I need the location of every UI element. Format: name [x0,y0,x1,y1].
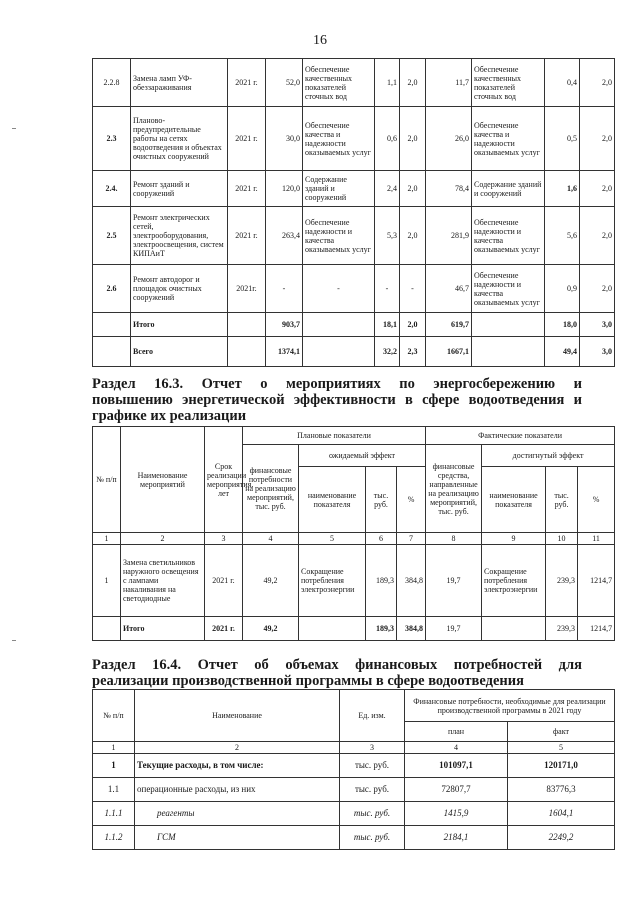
row-fact-tys: 5,6 [545,207,580,265]
header-plan-fin: финансовые потребности на реализацию мероприятий, тыс. руб. [243,445,299,533]
row-fact-pct: 2,0 [580,59,615,107]
header-tys: тыс. руб. [366,467,397,533]
row-fact-tys: 0,4 [545,59,580,107]
section-16-4-heading [92,657,582,689]
margin-mark [12,128,16,129]
table-row [93,207,615,265]
row-fact-fin: 78,4 [426,171,472,207]
row-tys: 5,3 [375,207,400,265]
table-row: 1.1.1 реагенты тыс. руб. 1415,9 1604,1 [93,802,615,826]
row-fact-pct: 2,0 [580,107,615,171]
row-fact-name: Содержание зданий и сооружений [472,171,545,207]
row-year: 2021г. [228,265,266,313]
table-row: 1 Замена светильников наружного освещения с лампами накаливания на светодиодные 2021 г. 49,2 Сокращение потребления электроэнергии 189,3 384,8 19,7 Сокращение потребления электроэнергии 239,3 1214,7 [93,545,615,617]
table-row: 1 Текущие расходы, в том числе: тыс. руб. 101097,1 120171,0 [93,754,615,778]
total-fact-fin: 619,7 [426,313,472,337]
header-fact-tys: тыс. руб. [546,467,578,533]
header-effect-name: наименование показателя [299,467,366,533]
row-num: 2.4. [93,171,131,207]
row-pct: 2,0 [400,171,426,207]
row-num: 2.5 [93,207,131,265]
repair-works-table [92,58,615,367]
total-fact-pct: 3,0 [580,313,615,337]
margin-mark [12,640,16,641]
total-row [93,313,615,337]
row-tys: 0,6 [375,107,400,171]
total-label: Итого [131,313,228,337]
row-effect-name: Обеспечение надежности и качества оказываемых услуг [303,207,375,265]
row-name: Планово-предупредительные работы на сетях водоотведения и объектах очистных сооружений [131,107,228,171]
row-fact-fin: 281,9 [426,207,472,265]
total-row: Итого 2021 г. 49,2 189,3 384,8 19,7 239,3 1214,7 [93,617,615,641]
header-plan: план [405,722,508,742]
row-effect-name: Содержание зданий и сооружений [303,171,375,207]
row-fact-name: Обеспечение надежности и качества оказываемых услуг [472,265,545,313]
grand-total-fact-pct: 3,0 [580,337,615,367]
energy-saving-table [92,426,615,641]
heading-line: реализации производственной программы в сфере водоотведения [92,673,524,689]
row-pct: 2,0 [400,107,426,171]
table-row: 1.1 операционные расходы, из них тыс. руб. 72807,7 83776,3 [93,778,615,802]
header-plan-effect: ожидаемый эффект [299,445,426,467]
header-num: № п/п [93,427,121,533]
grand-total-label: Всего [131,337,228,367]
row-fact-tys: 0,9 [545,265,580,313]
row-pct: 2,0 [400,59,426,107]
header-name: Наименование мероприятий [121,427,205,533]
row-fin: 52,0 [266,59,303,107]
header-fact-pct: % [578,467,615,533]
table-row [93,107,615,171]
table-row [93,59,615,107]
row-fin: 263,4 [266,207,303,265]
row-pct: 2,0 [400,207,426,265]
header-fin: Финансовые потребности, необходимые для реализации производственной программы в 2021 году [405,690,615,722]
heading-line: графике их реализации [92,408,247,424]
header-term: Срок реализации мероприятия, лет [205,427,243,533]
row-name: Замена ламп УФ-обеззараживания [131,59,228,107]
header-name: Наименование [135,690,340,742]
heading-line: Раздел 16.4. Отчет об объемах финансовых потребностей для [92,657,582,673]
row-fact-fin: 26,0 [426,107,472,171]
row-fact-fin: 11,7 [426,59,472,107]
row-name: Ремонт зданий и сооружений [131,171,228,207]
table-row [93,171,615,207]
row-num: 2.2.8 [93,59,131,107]
page-number: 16 [313,33,327,48]
grand-total-row [93,337,615,367]
grand-total-tys: 32,2 [375,337,400,367]
row-fact-name: Обеспечение качества и надежности оказываемых услуг [472,107,545,171]
row-fin: 120,0 [266,171,303,207]
header-pct: % [397,467,426,533]
grand-total-fin: 1374,1 [266,337,303,367]
grand-total-fact-tys: 49,4 [545,337,580,367]
row-fact-tys: 0,5 [545,107,580,171]
financial-needs-table [92,689,615,850]
heading-line: повышению энергетической эффективности в сфере водоотведения и [92,392,582,408]
row-effect-name: Обеспечение качества и надежности оказываемых услуг [303,107,375,171]
header-fact-effect-name: наименование показателя [482,467,546,533]
total-fin: 903,7 [266,313,303,337]
row-tys: - [375,265,400,313]
row-tys: 2,4 [375,171,400,207]
row-year: 2021 г. [228,171,266,207]
row-name: Ремонт автодорог и площадок очистных сооружений [131,265,228,313]
header-fact-fin: финансовые средства, направленные на реализацию мероприятий, тыс. руб. [426,445,482,533]
header-unit: Ед. изм. [340,690,405,742]
header-plan: Плановые показатели [243,427,426,445]
row-tys: 1,1 [375,59,400,107]
row-fact-pct: 2,0 [580,265,615,313]
grand-total-pct: 2,3 [400,337,426,367]
row-fact-pct: 2,0 [580,207,615,265]
row-fin: - [266,265,303,313]
row-name: Ремонт электрических сетей, электрооборудования, электроосвещения, систем КИПАиТ [131,207,228,265]
section-16-3-heading [92,376,582,424]
row-effect-name: Обеспечение качественных показателей сточных вод [303,59,375,107]
row-fact-fin: 46,7 [426,265,472,313]
total-pct: 2,0 [400,313,426,337]
header-num: № п/п [93,690,135,742]
row-year: 2021 г. [228,59,266,107]
column-numbers-row: 1 2 3 4 5 6 7 8 9 10 11 [93,533,615,545]
table-row [93,265,615,313]
row-num: 2.6 [93,265,131,313]
row-fact-pct: 2,0 [580,171,615,207]
row-fact-name: Обеспечение качественных показателей сточных вод [472,59,545,107]
row-effect-name: - [303,265,375,313]
row-fact-name: Обеспечение надежности и качества оказываемых услуг [472,207,545,265]
header-fact: факт [508,722,615,742]
row-year: 2021 г. [228,207,266,265]
heading-line: Раздел 16.3. Отчет о мероприятиях по энергосбережению и [92,376,582,392]
total-fact-tys: 18,0 [545,313,580,337]
table-row: 1.1.2 ГСМ тыс. руб. 2184,1 2249,2 [93,826,615,850]
column-numbers-row: 1 2 3 4 5 [93,742,615,754]
header-fact-effect: достигнутый эффект [482,445,615,467]
row-fin: 30,0 [266,107,303,171]
header-fact: Фактические показатели [426,427,615,445]
row-year: 2021 г. [228,107,266,171]
grand-total-fact-fin: 1667,1 [426,337,472,367]
total-tys: 18,1 [375,313,400,337]
row-pct: - [400,265,426,313]
row-fact-tys: 1,6 [545,171,580,207]
row-num: 2.3 [93,107,131,171]
